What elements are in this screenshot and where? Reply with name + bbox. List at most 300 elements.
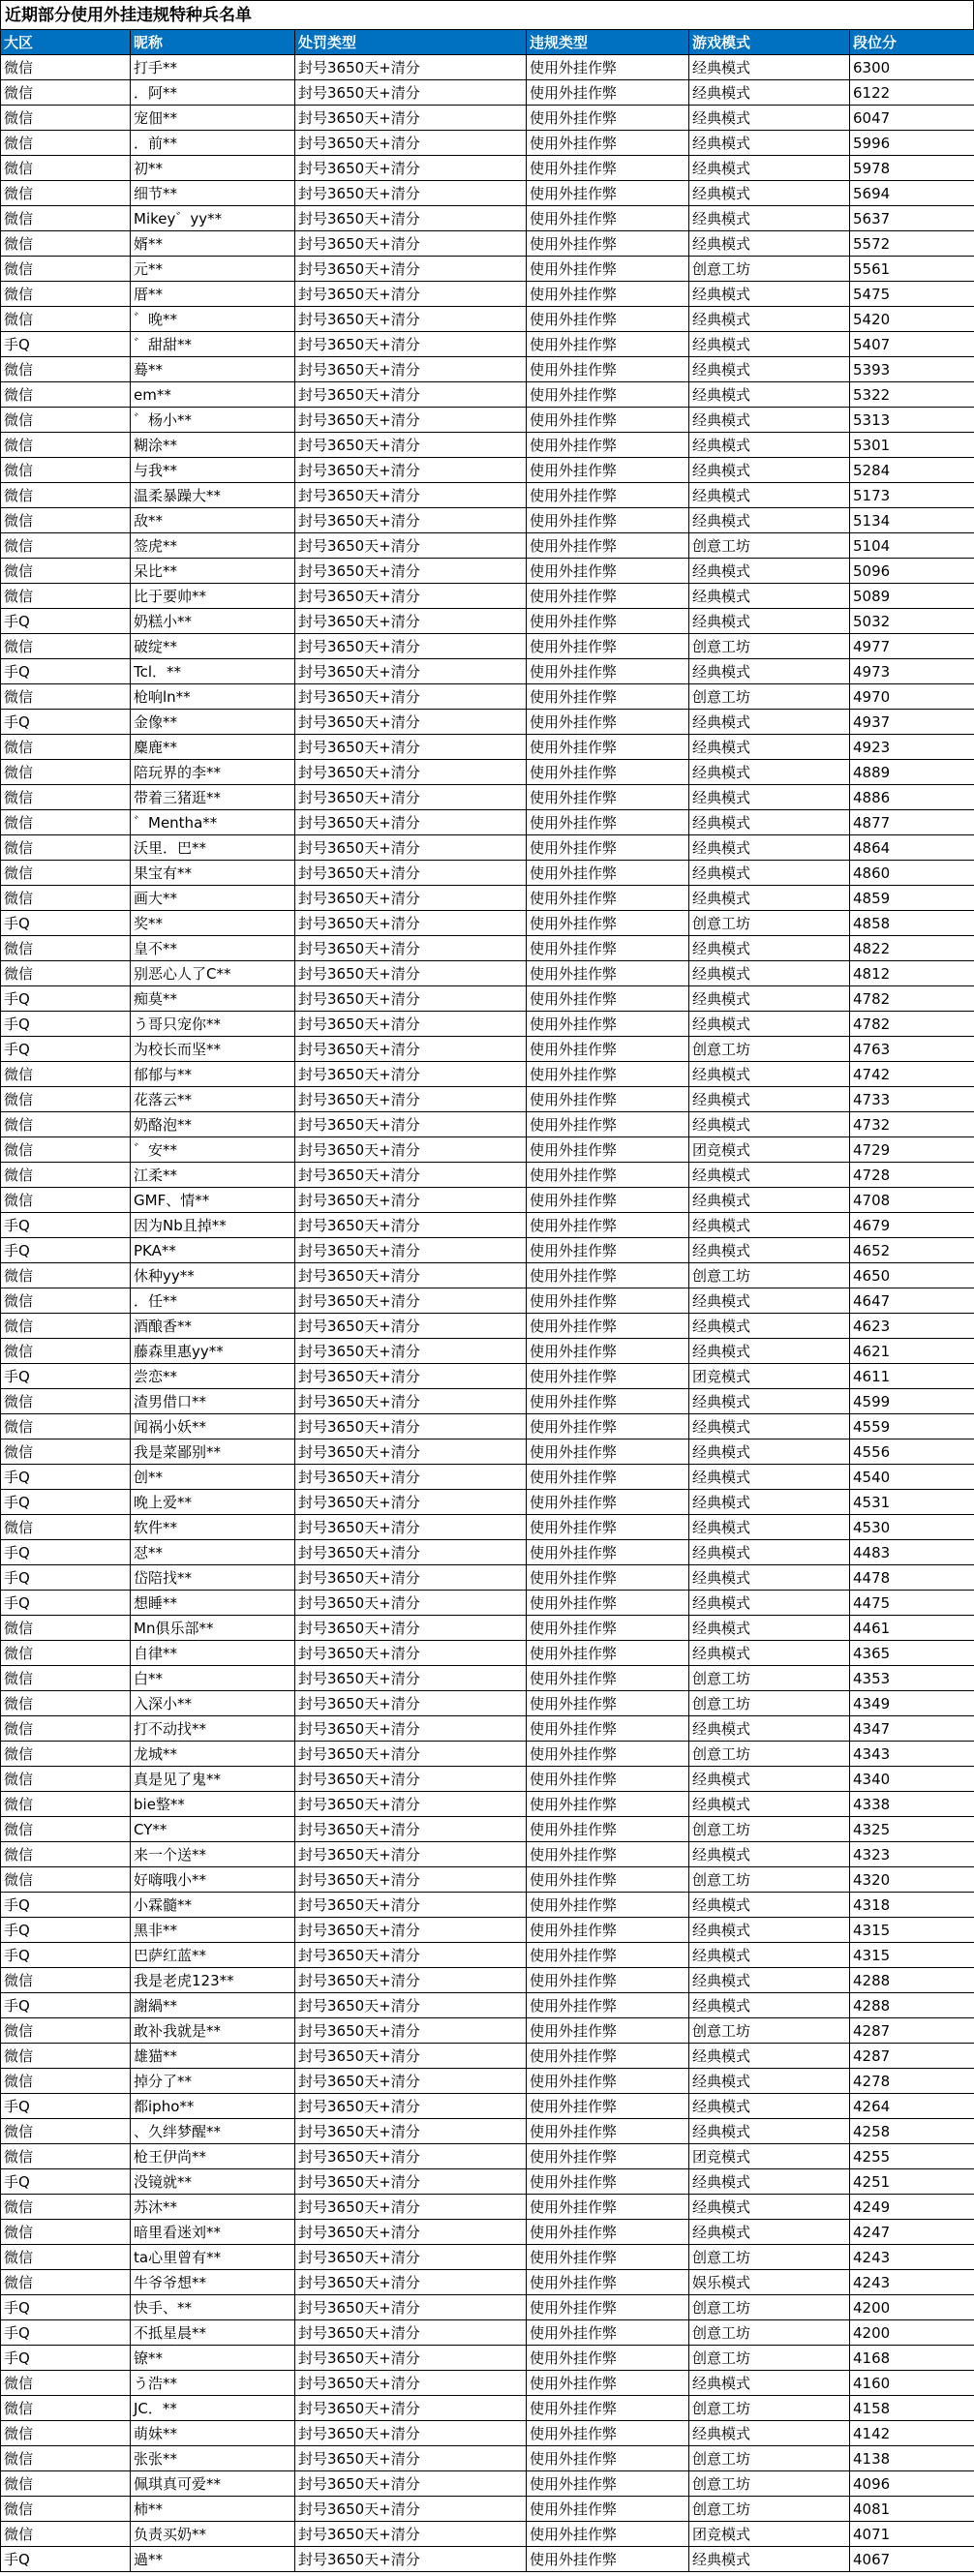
cell-game-mode: 经典模式 bbox=[689, 357, 850, 382]
cell-game-mode: 创意工坊 bbox=[689, 2245, 850, 2270]
cell-violation-type: 使用外挂作弊 bbox=[527, 1314, 689, 1339]
cell-nickname: 来一个送** bbox=[131, 1842, 295, 1867]
cell-nickname: ta心里曾有** bbox=[131, 2245, 295, 2270]
cell-violation-type: 使用外挂作弊 bbox=[527, 2320, 689, 2346]
cell-violation-type: 使用外挂作弊 bbox=[527, 2371, 689, 2396]
cell-penalty: 封号3650天+清分 bbox=[295, 2371, 527, 2396]
table-row bbox=[1, 1540, 974, 1565]
cell-nickname: 奶糕小** bbox=[131, 609, 295, 634]
cell-penalty: 封号3650天+清分 bbox=[295, 2195, 527, 2220]
cell-violation-type: 使用外挂作弊 bbox=[527, 1968, 689, 1993]
cell-violation-type: 使用外挂作弊 bbox=[527, 2169, 689, 2195]
cell-rank-score: 4733 bbox=[850, 1087, 974, 1112]
table-row bbox=[1, 382, 974, 408]
cell-penalty: 封号3650天+清分 bbox=[295, 1288, 527, 1314]
table-row bbox=[1, 433, 974, 458]
cell-nickname: 過** bbox=[131, 2547, 295, 2572]
cell-game-mode: 经典模式 bbox=[689, 2195, 850, 2220]
cell-penalty: 封号3650天+清分 bbox=[295, 659, 527, 684]
cell-rank-score: 4812 bbox=[850, 961, 974, 986]
cell-nickname: em** bbox=[131, 382, 295, 408]
cell-game-mode: 经典模式 bbox=[689, 2044, 850, 2069]
table-row bbox=[1, 1389, 974, 1414]
cell-zone: 微信 bbox=[1, 1968, 131, 1993]
cell-violation-type: 使用外挂作弊 bbox=[527, 1792, 689, 1817]
cell-game-mode: 创意工坊 bbox=[689, 1742, 850, 1767]
cell-penalty: 封号3650天+清分 bbox=[295, 1364, 527, 1389]
cell-zone: 微信 bbox=[1, 1641, 131, 1666]
cell-game-mode: 经典模式 bbox=[689, 760, 850, 785]
cell-violation-type: 使用外挂作弊 bbox=[527, 2094, 689, 2119]
cell-violation-type: 使用外挂作弊 bbox=[527, 886, 689, 911]
cell-zone: 手Q bbox=[1, 2320, 131, 2346]
table-row bbox=[1, 1490, 974, 1515]
cell-rank-score: 6047 bbox=[850, 106, 974, 131]
cell-nickname: 入深小** bbox=[131, 1691, 295, 1716]
cell-zone: 手Q bbox=[1, 1213, 131, 1238]
cell-violation-type: 使用外挂作弊 bbox=[527, 2547, 689, 2572]
cell-rank-score: 4200 bbox=[850, 2295, 974, 2320]
cell-rank-score: 4349 bbox=[850, 1691, 974, 1716]
cell-zone: 微信 bbox=[1, 936, 131, 961]
cell-violation-type: 使用外挂作弊 bbox=[527, 1288, 689, 1314]
cell-nickname: PKA** bbox=[131, 1238, 295, 1263]
table-row bbox=[1, 1742, 974, 1767]
cell-nickname: ．任** bbox=[131, 1288, 295, 1314]
cell-nickname: 佩琪真可爱** bbox=[131, 2471, 295, 2497]
cell-penalty: 封号3650天+清分 bbox=[295, 2320, 527, 2346]
cell-rank-score: 4243 bbox=[850, 2270, 974, 2295]
cell-game-mode: 经典模式 bbox=[689, 332, 850, 357]
cell-rank-score: 4650 bbox=[850, 1263, 974, 1288]
cell-violation-type: 使用外挂作弊 bbox=[527, 1213, 689, 1238]
cell-game-mode: 经典模式 bbox=[689, 1842, 850, 1867]
cell-nickname: 没镜就** bbox=[131, 2169, 295, 2195]
cell-nickname: ．前** bbox=[131, 131, 295, 156]
cell-violation-type: 使用外挂作弊 bbox=[527, 1867, 689, 1893]
cell-nickname: 枪王伊尚** bbox=[131, 2144, 295, 2169]
cell-violation-type: 使用外挂作弊 bbox=[527, 1112, 689, 1137]
cell-nickname: 糊涂** bbox=[131, 433, 295, 458]
cell-rank-score: 5637 bbox=[850, 206, 974, 231]
table-row bbox=[1, 609, 974, 634]
cell-nickname: 奶酪泡** bbox=[131, 1112, 295, 1137]
table-row bbox=[1, 1037, 974, 1062]
cell-game-mode: 创意工坊 bbox=[689, 1263, 850, 1288]
cell-penalty: 封号3650天+清分 bbox=[295, 1112, 527, 1137]
table-row bbox=[1, 2320, 974, 2346]
table-row bbox=[1, 584, 974, 609]
cell-zone: 微信 bbox=[1, 1163, 131, 1188]
cell-game-mode: 经典模式 bbox=[689, 1968, 850, 1993]
cell-zone: 手Q bbox=[1, 2295, 131, 2320]
cell-violation-type: 使用外挂作弊 bbox=[527, 1893, 689, 1918]
cell-penalty: 封号3650天+清分 bbox=[295, 835, 527, 861]
cell-penalty: 封号3650天+清分 bbox=[295, 1616, 527, 1641]
cell-rank-score: 5475 bbox=[850, 282, 974, 307]
cell-zone: 微信 bbox=[1, 382, 131, 408]
cell-game-mode: 经典模式 bbox=[689, 1188, 850, 1213]
cell-violation-type: 使用外挂作弊 bbox=[527, 2245, 689, 2270]
cell-violation-type: 使用外挂作弊 bbox=[527, 2144, 689, 2169]
cell-violation-type: 使用外挂作弊 bbox=[527, 2446, 689, 2471]
cell-zone: 微信 bbox=[1, 886, 131, 911]
cell-violation-type: 使用外挂作弊 bbox=[527, 735, 689, 760]
cell-game-mode: 经典模式 bbox=[689, 1288, 850, 1314]
cell-rank-score: 5173 bbox=[850, 483, 974, 508]
cell-nickname: 温柔暴躁大** bbox=[131, 483, 295, 508]
page-title: 近期部分使用外挂违规特种兵名单 bbox=[0, 0, 974, 29]
cell-zone: 微信 bbox=[1, 156, 131, 181]
cell-penalty: 封号3650天+清分 bbox=[295, 2069, 527, 2094]
cell-penalty: 封号3650天+清分 bbox=[295, 1540, 527, 1565]
cell-zone: 微信 bbox=[1, 1817, 131, 1842]
cell-zone: 微信 bbox=[1, 835, 131, 861]
cell-rank-score: 4729 bbox=[850, 1137, 974, 1163]
table-row bbox=[1, 1137, 974, 1163]
cell-rank-score: 4478 bbox=[850, 1565, 974, 1591]
cell-rank-score: 4728 bbox=[850, 1163, 974, 1188]
cell-zone: 微信 bbox=[1, 2446, 131, 2471]
cell-violation-type: 使用外挂作弊 bbox=[527, 1163, 689, 1188]
cell-violation-type: 使用外挂作弊 bbox=[527, 684, 689, 710]
table-row bbox=[1, 1465, 974, 1490]
table-row bbox=[1, 735, 974, 760]
cell-nickname: 皇不** bbox=[131, 936, 295, 961]
table-row bbox=[1, 2346, 974, 2371]
cell-penalty: 封号3650天+清分 bbox=[295, 2295, 527, 2320]
cell-nickname: 呆比** bbox=[131, 559, 295, 584]
cell-nickname: 打不动找** bbox=[131, 1716, 295, 1742]
table-row bbox=[1, 1641, 974, 1666]
cell-rank-score: 5089 bbox=[850, 584, 974, 609]
cell-penalty: 封号3650天+清分 bbox=[295, 2471, 527, 2497]
cell-zone: 微信 bbox=[1, 307, 131, 332]
table-row bbox=[1, 634, 974, 659]
cell-violation-type: 使用外挂作弊 bbox=[527, 55, 689, 80]
cell-penalty: 封号3650天+清分 bbox=[295, 2044, 527, 2069]
cell-rank-score: 4288 bbox=[850, 1993, 974, 2018]
cell-nickname: 创** bbox=[131, 1465, 295, 1490]
cell-game-mode: 创意工坊 bbox=[689, 911, 850, 936]
cell-nickname: 负责买奶** bbox=[131, 2522, 295, 2547]
cell-game-mode: 团竞模式 bbox=[689, 2522, 850, 2547]
table-row bbox=[1, 861, 974, 886]
cell-rank-score: 4249 bbox=[850, 2195, 974, 2220]
cell-zone: 微信 bbox=[1, 231, 131, 257]
cell-nickname: 打手** bbox=[131, 55, 295, 80]
cell-nickname: bie整** bbox=[131, 1792, 295, 1817]
cell-rank-score: 4556 bbox=[850, 1440, 974, 1465]
cell-game-mode: 经典模式 bbox=[689, 2547, 850, 2572]
cell-game-mode: 经典模式 bbox=[689, 483, 850, 508]
cell-violation-type: 使用外挂作弊 bbox=[527, 785, 689, 810]
cell-violation-type: 使用外挂作弊 bbox=[527, 1767, 689, 1792]
cell-penalty: 封号3650天+清分 bbox=[295, 1389, 527, 1414]
cell-zone: 微信 bbox=[1, 785, 131, 810]
cell-penalty: 封号3650天+清分 bbox=[295, 2245, 527, 2270]
cell-rank-score: 4860 bbox=[850, 861, 974, 886]
cell-nickname: 晚上爱** bbox=[131, 1490, 295, 1515]
cell-zone: 微信 bbox=[1, 2371, 131, 2396]
cell-penalty: 封号3650天+清分 bbox=[295, 986, 527, 1012]
cell-violation-type: 使用外挂作弊 bbox=[527, 1842, 689, 1867]
cell-violation-type: 使用外挂作弊 bbox=[527, 1943, 689, 1968]
cell-rank-score: 4647 bbox=[850, 1288, 974, 1314]
table-row bbox=[1, 1943, 974, 1968]
cell-game-mode: 创意工坊 bbox=[689, 1817, 850, 1842]
table-row bbox=[1, 1716, 974, 1742]
cell-nickname: 因为Nb且掉** bbox=[131, 1213, 295, 1238]
cell-violation-type: 使用外挂作弊 bbox=[527, 2069, 689, 2094]
cell-zone: 微信 bbox=[1, 559, 131, 584]
cell-game-mode: 经典模式 bbox=[689, 55, 850, 80]
cell-game-mode: 经典模式 bbox=[689, 2371, 850, 2396]
cell-game-mode: 创意工坊 bbox=[689, 1666, 850, 1691]
cell-violation-type: 使用外挂作弊 bbox=[527, 357, 689, 382]
cell-zone: 微信 bbox=[1, 2421, 131, 2446]
cell-game-mode: 经典模式 bbox=[689, 2220, 850, 2245]
table-row bbox=[1, 206, 974, 231]
cell-violation-type: 使用外挂作弊 bbox=[527, 1440, 689, 1465]
cell-rank-score: 4287 bbox=[850, 2044, 974, 2069]
cell-game-mode: 经典模式 bbox=[689, 1213, 850, 1238]
table-row bbox=[1, 1364, 974, 1389]
cell-nickname: 掉分了** bbox=[131, 2069, 295, 2094]
cell-game-mode: 经典模式 bbox=[689, 131, 850, 156]
cell-penalty: 封号3650天+清分 bbox=[295, 634, 527, 659]
cell-violation-type: 使用外挂作弊 bbox=[527, 1263, 689, 1288]
cell-zone: 微信 bbox=[1, 1288, 131, 1314]
cell-penalty: 封号3650天+清分 bbox=[295, 1968, 527, 1993]
cell-nickname: 我是菜鄙别** bbox=[131, 1440, 295, 1465]
cell-zone: 微信 bbox=[1, 760, 131, 785]
cell-violation-type: 使用外挂作弊 bbox=[527, 1641, 689, 1666]
cell-penalty: 封号3650天+清分 bbox=[295, 2144, 527, 2169]
table-row bbox=[1, 2220, 974, 2245]
cell-zone: 微信 bbox=[1, 1389, 131, 1414]
cell-game-mode: 经典模式 bbox=[689, 1641, 850, 1666]
cell-violation-type: 使用外挂作弊 bbox=[527, 634, 689, 659]
cell-penalty: 封号3650天+清分 bbox=[295, 307, 527, 332]
cell-nickname: 初** bbox=[131, 156, 295, 181]
cell-rank-score: 5322 bbox=[850, 382, 974, 408]
cell-zone: 微信 bbox=[1, 106, 131, 131]
cell-zone: 微信 bbox=[1, 1087, 131, 1112]
cell-rank-score: 4970 bbox=[850, 684, 974, 710]
cell-penalty: 封号3650天+清分 bbox=[295, 1691, 527, 1716]
table-row bbox=[1, 332, 974, 357]
cell-nickname: ゛Mentha** bbox=[131, 810, 295, 835]
cell-penalty: 封号3650天+清分 bbox=[295, 106, 527, 131]
table-row bbox=[1, 2396, 974, 2421]
cell-game-mode: 经典模式 bbox=[689, 2421, 850, 2446]
cell-game-mode: 创意工坊 bbox=[689, 2446, 850, 2471]
table-row bbox=[1, 2446, 974, 2471]
cell-violation-type: 使用外挂作弊 bbox=[527, 861, 689, 886]
cell-violation-type: 使用外挂作弊 bbox=[527, 1716, 689, 1742]
cell-violation-type: 使用外挂作弊 bbox=[527, 911, 689, 936]
cell-zone: 微信 bbox=[1, 861, 131, 886]
cell-zone: 微信 bbox=[1, 1339, 131, 1364]
cell-zone: 微信 bbox=[1, 1742, 131, 1767]
table-row bbox=[1, 2522, 974, 2547]
cell-penalty: 封号3650天+清分 bbox=[295, 206, 527, 231]
cell-penalty: 封号3650天+清分 bbox=[295, 1666, 527, 1691]
cell-penalty: 封号3650天+清分 bbox=[295, 760, 527, 785]
cell-penalty: 封号3650天+清分 bbox=[295, 861, 527, 886]
cell-game-mode: 经典模式 bbox=[689, 1515, 850, 1540]
cell-violation-type: 使用外挂作弊 bbox=[527, 458, 689, 483]
cell-game-mode: 经典模式 bbox=[689, 1389, 850, 1414]
cell-zone: 手Q bbox=[1, 1465, 131, 1490]
cell-game-mode: 团竞模式 bbox=[689, 1364, 850, 1389]
cell-violation-type: 使用外挂作弊 bbox=[527, 1666, 689, 1691]
table-row bbox=[1, 2169, 974, 2195]
cell-nickname: 签虎** bbox=[131, 533, 295, 559]
cell-violation-type: 使用外挂作弊 bbox=[527, 131, 689, 156]
table-row bbox=[1, 1918, 974, 1943]
cell-violation-type: 使用外挂作弊 bbox=[527, 1238, 689, 1263]
cell-nickname: ゛晚** bbox=[131, 307, 295, 332]
cell-rank-score: 4067 bbox=[850, 2547, 974, 2572]
cell-nickname: 破绽** bbox=[131, 634, 295, 659]
cell-penalty: 封号3650天+清分 bbox=[295, 1716, 527, 1742]
cell-penalty: 封号3650天+清分 bbox=[295, 458, 527, 483]
table-row bbox=[1, 1440, 974, 1465]
cell-game-mode: 经典模式 bbox=[689, 106, 850, 131]
cell-rank-score: 5694 bbox=[850, 181, 974, 206]
table-row bbox=[1, 2295, 974, 2320]
cell-nickname: 怼** bbox=[131, 1540, 295, 1565]
cell-zone: 微信 bbox=[1, 257, 131, 282]
cell-rank-score: 4599 bbox=[850, 1389, 974, 1414]
cell-zone: 手Q bbox=[1, 609, 131, 634]
cell-penalty: 封号3650天+清分 bbox=[295, 1339, 527, 1364]
cell-penalty: 封号3650天+清分 bbox=[295, 1137, 527, 1163]
cell-rank-score: 4081 bbox=[850, 2497, 974, 2522]
cell-penalty: 封号3650天+清分 bbox=[295, 508, 527, 533]
cell-violation-type: 使用外挂作弊 bbox=[527, 584, 689, 609]
cell-nickname: 黑非** bbox=[131, 1918, 295, 1943]
cell-rank-score: 4782 bbox=[850, 1012, 974, 1037]
cell-penalty: 封号3650天+清分 bbox=[295, 1465, 527, 1490]
table-row bbox=[1, 986, 974, 1012]
cell-zone: 微信 bbox=[1, 735, 131, 760]
cell-zone: 手Q bbox=[1, 2169, 131, 2195]
cell-penalty: 封号3650天+清分 bbox=[295, 1037, 527, 1062]
table-header bbox=[1, 30, 974, 55]
cell-penalty: 封号3650天+清分 bbox=[295, 533, 527, 559]
cell-zone: 手Q bbox=[1, 1943, 131, 1968]
cell-zone: 微信 bbox=[1, 1137, 131, 1163]
cell-nickname: 敢补我就是** bbox=[131, 2018, 295, 2044]
table-row bbox=[1, 2119, 974, 2144]
cell-rank-score: 4264 bbox=[850, 2094, 974, 2119]
table-row bbox=[1, 2044, 974, 2069]
cell-penalty: 封号3650天+清分 bbox=[295, 1062, 527, 1087]
cell-rank-score: 4338 bbox=[850, 1792, 974, 1817]
cell-rank-score: 4340 bbox=[850, 1767, 974, 1792]
table-row bbox=[1, 282, 974, 307]
cell-game-mode: 经典模式 bbox=[689, 1792, 850, 1817]
cell-nickname: ゛甜甜** bbox=[131, 332, 295, 357]
cell-violation-type: 使用外挂作弊 bbox=[527, 1490, 689, 1515]
cell-penalty: 封号3650天+清分 bbox=[295, 936, 527, 961]
cell-penalty: 封号3650天+清分 bbox=[295, 1842, 527, 1867]
cell-zone: 微信 bbox=[1, 1666, 131, 1691]
cell-violation-type: 使用外挂作弊 bbox=[527, 106, 689, 131]
cell-violation-type: 使用外挂作弊 bbox=[527, 1742, 689, 1767]
cell-rank-score: 5978 bbox=[850, 156, 974, 181]
cell-zone: 微信 bbox=[1, 1188, 131, 1213]
cell-game-mode: 经典模式 bbox=[689, 886, 850, 911]
cell-violation-type: 使用外挂作弊 bbox=[527, 2220, 689, 2245]
violation-table bbox=[0, 29, 974, 2572]
cell-rank-score: 4168 bbox=[850, 2346, 974, 2371]
cell-penalty: 封号3650天+清分 bbox=[295, 2018, 527, 2044]
table-row bbox=[1, 1188, 974, 1213]
cell-game-mode: 经典模式 bbox=[689, 559, 850, 584]
cell-violation-type: 使用外挂作弊 bbox=[527, 1188, 689, 1213]
cell-nickname: ．阿** bbox=[131, 80, 295, 106]
cell-violation-type: 使用外挂作弊 bbox=[527, 2195, 689, 2220]
cell-game-mode: 经典模式 bbox=[689, 2094, 850, 2119]
cell-rank-score: 4365 bbox=[850, 1641, 974, 1666]
cell-nickname: 萌妹** bbox=[131, 2421, 295, 2446]
cell-violation-type: 使用外挂作弊 bbox=[527, 2044, 689, 2069]
cell-rank-score: 4160 bbox=[850, 2371, 974, 2396]
cell-zone: 手Q bbox=[1, 1540, 131, 1565]
cell-rank-score: 4343 bbox=[850, 1742, 974, 1767]
cell-rank-score: 6300 bbox=[850, 55, 974, 80]
cell-zone: 手Q bbox=[1, 1490, 131, 1515]
table-row bbox=[1, 106, 974, 131]
cell-violation-type: 使用外挂作弊 bbox=[527, 835, 689, 861]
cell-penalty: 封号3650天+清分 bbox=[295, 1817, 527, 1842]
cell-penalty: 封号3650天+清分 bbox=[295, 710, 527, 735]
table-row bbox=[1, 2497, 974, 2522]
cell-nickname: 真是见了鬼** bbox=[131, 1767, 295, 1792]
table-row bbox=[1, 1414, 974, 1440]
cell-rank-score: 4315 bbox=[850, 1943, 974, 1968]
table-row bbox=[1, 1867, 974, 1893]
cell-nickname: 巴萨红蓝** bbox=[131, 1943, 295, 1968]
table-row bbox=[1, 357, 974, 382]
table-row bbox=[1, 1314, 974, 1339]
cell-game-mode: 经典模式 bbox=[689, 1591, 850, 1616]
cell-zone: 微信 bbox=[1, 584, 131, 609]
cell-penalty: 封号3650天+清分 bbox=[295, 131, 527, 156]
cell-zone: 微信 bbox=[1, 2044, 131, 2069]
cell-zone: 微信 bbox=[1, 1263, 131, 1288]
cell-zone: 微信 bbox=[1, 1691, 131, 1716]
cell-nickname: 小霖髓** bbox=[131, 1893, 295, 1918]
cell-zone: 微信 bbox=[1, 2471, 131, 2497]
cell-violation-type: 使用外挂作弊 bbox=[527, 433, 689, 458]
cell-zone: 微信 bbox=[1, 2396, 131, 2421]
cell-game-mode: 团竞模式 bbox=[689, 2144, 850, 2169]
cell-zone: 手Q bbox=[1, 1918, 131, 1943]
table-row bbox=[1, 1288, 974, 1314]
cell-game-mode: 经典模式 bbox=[689, 2069, 850, 2094]
cell-zone: 微信 bbox=[1, 2522, 131, 2547]
cell-game-mode: 经典模式 bbox=[689, 2169, 850, 2195]
table-row bbox=[1, 785, 974, 810]
cell-penalty: 封号3650天+清分 bbox=[295, 156, 527, 181]
cell-rank-score: 4877 bbox=[850, 810, 974, 835]
cell-nickname: 枪响ln** bbox=[131, 684, 295, 710]
